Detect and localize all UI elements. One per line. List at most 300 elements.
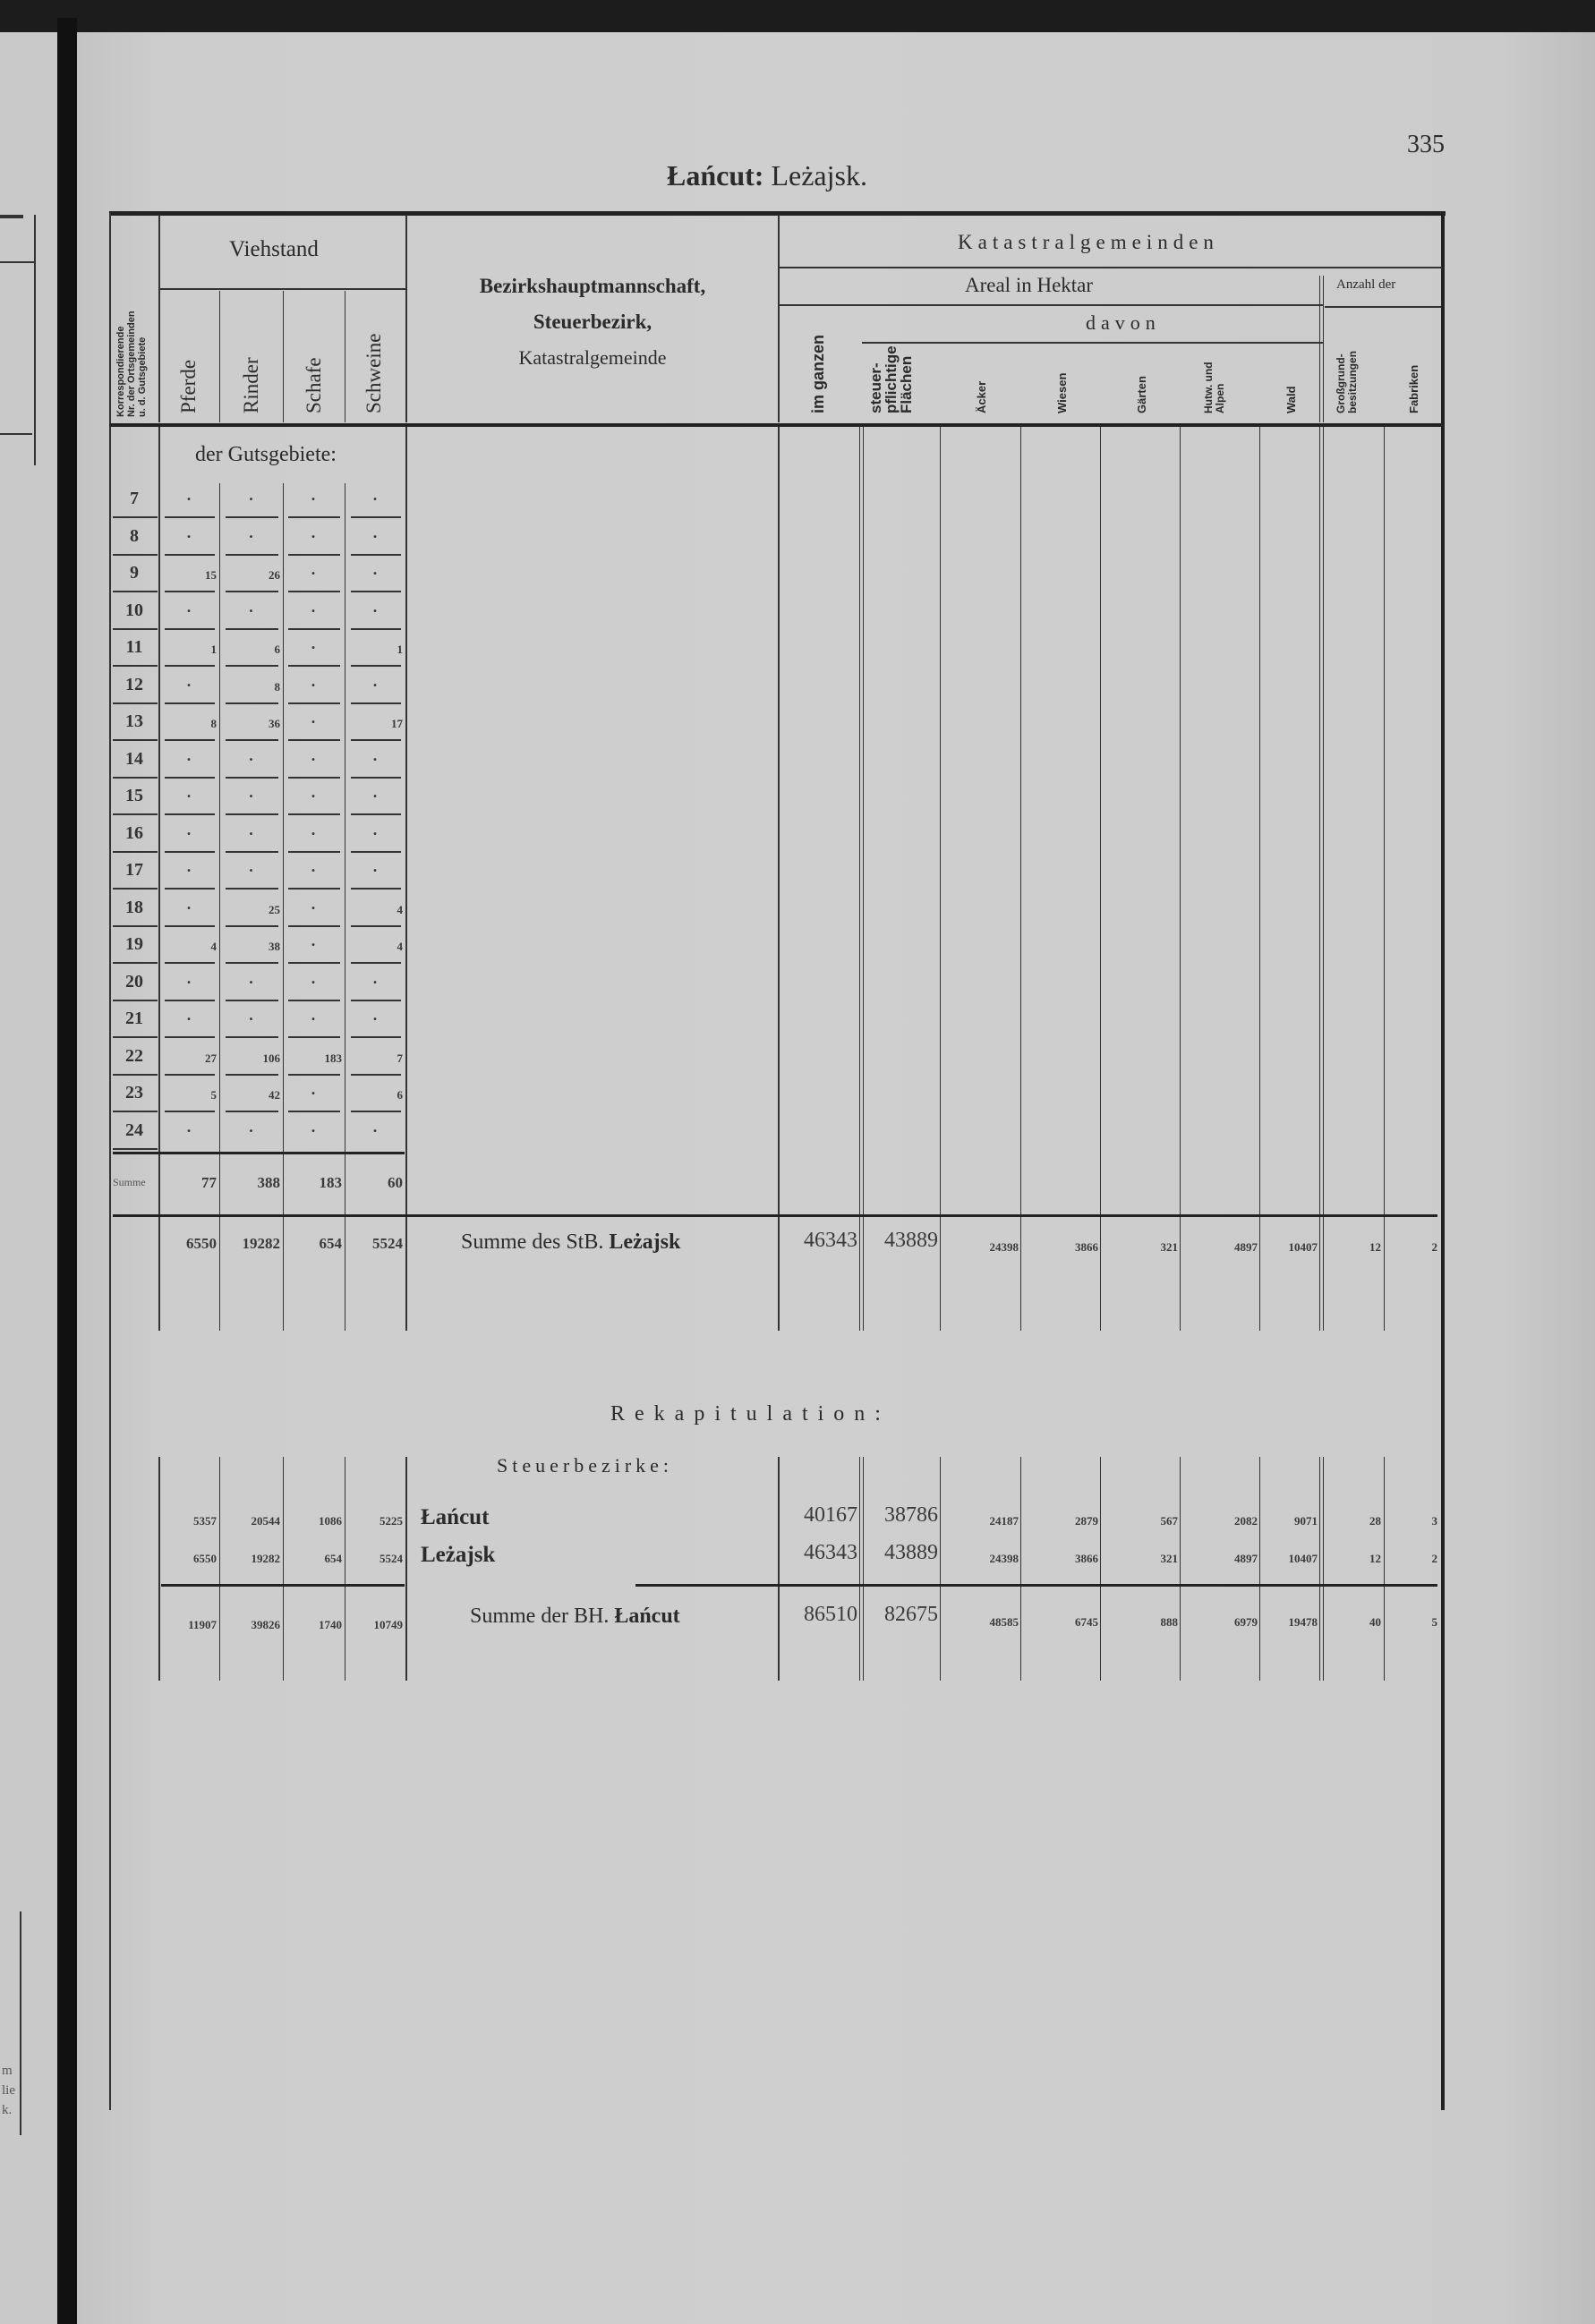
- row-rule: [351, 665, 401, 667]
- row-number: 14: [125, 748, 143, 769]
- row-rule: [165, 925, 215, 927]
- stb-wald: 10407: [1288, 1240, 1318, 1254]
- rekap-davon: 2082: [1234, 1514, 1258, 1528]
- rekap-davon: 4897: [1234, 1552, 1258, 1565]
- summe-label: Summe: [113, 1176, 146, 1188]
- cell-value: 27: [205, 1051, 217, 1065]
- header-schweine: Schweine: [362, 333, 385, 413]
- rekap-total-name: Łańcut: [614, 1605, 680, 1628]
- rekap-davon: 3866: [1075, 1552, 1098, 1565]
- cell-empty: .: [372, 597, 378, 616]
- row-rule: [351, 777, 401, 779]
- rekap-livestock: 5225: [380, 1514, 403, 1528]
- row-rule: [113, 665, 158, 667]
- row-rule: [165, 813, 215, 815]
- stb-grossgrund: 12: [1369, 1240, 1381, 1254]
- row-number: 13: [125, 711, 143, 731]
- row-number: 21: [125, 1009, 143, 1028]
- cell-empty: .: [186, 745, 192, 764]
- viehstand-rule: [160, 288, 405, 290]
- summe-pferde: 77: [201, 1174, 217, 1191]
- row-rule: [351, 888, 401, 890]
- row-rule: [351, 1036, 401, 1038]
- katastral-rule: [780, 267, 1442, 268]
- row-rule: [226, 1036, 278, 1038]
- rekap-total-rule: [635, 1584, 1437, 1587]
- cell-empty: .: [186, 968, 192, 987]
- row-number: 19: [125, 934, 143, 954]
- rekap-anzahl: 2: [1431, 1552, 1437, 1565]
- rekap-davon: 10407: [1288, 1552, 1318, 1565]
- cell-empty: .: [311, 1006, 316, 1024]
- cell-empty: .: [186, 486, 192, 504]
- cell-empty: .: [311, 560, 316, 578]
- cell-value: 1: [210, 643, 217, 656]
- rekap-total-steuerpflichtig: 82675: [884, 1603, 938, 1626]
- row-rule: [288, 739, 340, 741]
- stb-schafe: 654: [319, 1235, 342, 1252]
- row-rule: [351, 962, 401, 964]
- page-title-district: Łańcut:: [667, 159, 764, 192]
- row-rule: [113, 739, 158, 741]
- cell-value: 26: [269, 568, 280, 582]
- row-rule: [288, 962, 340, 964]
- cell-value: 6: [397, 1088, 403, 1102]
- davon-rule: [862, 342, 1323, 344]
- row-rule: [226, 702, 278, 704]
- col-rule-double: [859, 427, 860, 1331]
- col-rule-double: [1319, 1457, 1320, 1681]
- col-rule: [1259, 427, 1260, 1331]
- rekap-davon: 24187: [989, 1514, 1019, 1528]
- rekap-davon: 9071: [1294, 1514, 1318, 1528]
- row-rule: [165, 777, 215, 779]
- cell-value: 6: [274, 643, 280, 656]
- cell-empty: .: [186, 783, 192, 801]
- row-number: 15: [125, 786, 143, 805]
- stb-wiesen: 3866: [1075, 1240, 1098, 1254]
- cell-empty: .: [372, 1006, 378, 1024]
- row-rule: [113, 1074, 158, 1076]
- row-rule: [226, 516, 278, 518]
- cell-empty: .: [372, 968, 378, 987]
- row-number: 10: [125, 600, 143, 620]
- row-rule: [351, 554, 401, 556]
- col-rule: [940, 1457, 941, 1681]
- rekap-district-name: Łańcut: [421, 1505, 490, 1529]
- cell-empty: .: [372, 523, 378, 541]
- cell-empty: .: [311, 709, 316, 727]
- rekap-livestock: 654: [324, 1552, 342, 1565]
- row-rule: [165, 1074, 215, 1076]
- previous-page-edge: [0, 32, 57, 2324]
- cell-value: 8: [210, 717, 217, 730]
- row-rule: [226, 925, 278, 927]
- col-rule: [778, 1457, 780, 1681]
- prev-page-fragment: m: [2, 2064, 13, 2078]
- row-rule: [288, 628, 340, 630]
- row-number: 7: [130, 489, 139, 508]
- header-bottom-rule: [109, 423, 1443, 427]
- row-rule: [113, 591, 158, 592]
- col-rule: [1259, 1457, 1260, 1681]
- rekap-total-grossgrund: 40: [1369, 1615, 1381, 1629]
- header-davon: davon: [1086, 311, 1161, 334]
- cell-value: 7: [397, 1051, 403, 1065]
- row-rule: [288, 1036, 340, 1038]
- scan-top-shadow: [0, 0, 1595, 32]
- cell-empty: .: [311, 894, 316, 913]
- summe-schafe: 183: [319, 1174, 342, 1191]
- rekap-livestock: 6550: [193, 1552, 217, 1565]
- cell-empty: .: [372, 1117, 378, 1136]
- cell-empty: .: [372, 560, 378, 578]
- rekap-livestock: 1086: [319, 1514, 342, 1528]
- page-number: 335: [1407, 131, 1445, 158]
- header-grossgrund: Großgrund-besitzungen: [1335, 350, 1359, 413]
- row-number: 8: [130, 525, 139, 546]
- row-rule: [165, 591, 215, 592]
- cell-empty: .: [311, 671, 316, 690]
- row-rule: [113, 813, 158, 815]
- cell-empty: .: [186, 523, 192, 541]
- cell-value: 38: [269, 940, 280, 953]
- row-rule: [288, 1111, 340, 1112]
- row-rule: [288, 591, 340, 592]
- stb-pferde: 6550: [186, 1235, 217, 1252]
- cell-value: 183: [324, 1051, 342, 1065]
- stb-schweine: 5524: [372, 1235, 403, 1252]
- rekap-steuerpflichtig: 43889: [884, 1541, 938, 1564]
- header-district-line: Katastralgemeinde: [518, 346, 667, 369]
- rekap-total-fabriken: 5: [1431, 1615, 1437, 1629]
- col-rule: [1020, 1457, 1021, 1681]
- col-rule: [1100, 427, 1101, 1331]
- header-im-ganzen: im ganzen: [809, 334, 827, 413]
- cell-empty: .: [186, 1006, 192, 1024]
- cell-value: 42: [269, 1088, 280, 1102]
- cell-empty: .: [249, 783, 253, 801]
- row-rule: [113, 1148, 158, 1150]
- header-gaerten: Gärten: [1135, 376, 1148, 413]
- rekap-anzahl: 28: [1369, 1514, 1381, 1528]
- row-number: 9: [130, 563, 139, 583]
- col-rule: [1384, 1457, 1385, 1681]
- row-rule: [351, 1000, 401, 1001]
- table-right-border: [1441, 213, 1445, 2110]
- row-rule: [165, 851, 215, 853]
- row-rule: [226, 1000, 278, 1001]
- header-katastralgemeinden: Katastralgemeinden: [958, 231, 1219, 253]
- header-rinder: Rinder: [240, 357, 262, 413]
- row-rule: [288, 777, 340, 779]
- header-steuer-line: steuer-: [867, 362, 884, 413]
- header-fabriken: Fabriken: [1407, 364, 1420, 413]
- row-number: 22: [125, 1045, 143, 1066]
- page-title: [667, 159, 867, 192]
- cell-value: 4: [210, 940, 217, 953]
- stb-top-rule: [113, 1214, 1437, 1217]
- row-rule: [351, 1074, 401, 1076]
- row-rule: [165, 702, 215, 704]
- row-rule: [351, 591, 401, 592]
- header-steuer-line: Flächen: [898, 355, 915, 413]
- row-rule: [288, 554, 340, 556]
- anzahl-rule: [1325, 306, 1441, 308]
- rekap-total-im-ganzen: 86510: [804, 1603, 857, 1626]
- row-rule: [165, 628, 215, 630]
- cell-value: 25: [269, 902, 280, 916]
- cell-empty: .: [186, 857, 192, 875]
- rekap-total-wiesen: 6745: [1075, 1615, 1098, 1629]
- cell-empty: .: [249, 745, 253, 764]
- row-rule: [226, 851, 278, 853]
- cell-empty: .: [311, 932, 316, 949]
- row-rule: [226, 962, 278, 964]
- row-rule: [226, 591, 278, 592]
- row-rule: [165, 888, 215, 890]
- row-rule: [288, 702, 340, 704]
- header-wiesen: Wiesen: [1055, 372, 1069, 413]
- page-title-subdistrict: Leżajsk.: [771, 159, 867, 192]
- stb-fabriken: 2: [1431, 1240, 1437, 1254]
- row-rule: [351, 628, 401, 630]
- row-rule: [113, 1111, 158, 1112]
- cell-empty: .: [311, 486, 316, 504]
- rekap-livestock: 5524: [380, 1552, 403, 1565]
- row-rule: [113, 554, 158, 556]
- header-areal: Areal in Hektar: [965, 274, 1094, 296]
- row-rule: [288, 925, 340, 927]
- col-rule-double: [1319, 427, 1320, 1331]
- cell-empty: .: [249, 597, 253, 616]
- rekap-total-rinder: 39826: [251, 1618, 280, 1631]
- areal-rule: [780, 304, 1323, 306]
- row-number: 20: [125, 971, 143, 992]
- rekap-district-name: Leżajsk: [421, 1543, 496, 1567]
- row-rule: [165, 516, 215, 518]
- summe-top-rule: [113, 1152, 405, 1154]
- row-number: 24: [125, 1119, 143, 1140]
- row-number: 12: [125, 674, 143, 694]
- col-rule-double: [1319, 276, 1320, 422]
- prev-page-fragment: lie: [2, 2083, 15, 2098]
- row-rule: [288, 1074, 340, 1076]
- cell-empty: .: [249, 820, 253, 839]
- col-rule: [219, 1457, 220, 1681]
- row-rule: [226, 739, 278, 741]
- summe-schweine: 60: [388, 1174, 403, 1191]
- row-rule: [288, 813, 340, 815]
- col-rule: [283, 291, 284, 422]
- col-rule: [158, 1457, 160, 1681]
- row-rule: [351, 739, 401, 741]
- cell-empty: .: [249, 1006, 253, 1024]
- row-rule: [113, 777, 158, 779]
- header-steuerpflichtig: [868, 345, 914, 413]
- cell-empty: .: [249, 1117, 253, 1136]
- cell-empty: .: [372, 820, 378, 839]
- stb-im-ganzen: 46343: [804, 1229, 857, 1252]
- book-binding-gutter: [57, 18, 77, 2324]
- row-rule: [165, 1036, 215, 1038]
- header-viehstand: Viehstand: [229, 237, 319, 261]
- cell-value: 8: [274, 679, 280, 694]
- cell-value: 1: [397, 643, 403, 656]
- header-steuer-line: pflichtige: [883, 345, 900, 413]
- gutsgebiete-label: der Gutsgebiete:: [195, 443, 337, 466]
- cell-value: 5: [210, 1088, 217, 1102]
- header-wald: Wald: [1284, 386, 1298, 413]
- rekap-total-schweine: 10749: [373, 1618, 403, 1631]
- row-rule: [165, 962, 215, 964]
- rekap-davon: 2879: [1075, 1514, 1098, 1528]
- col-rule: [283, 1457, 284, 1681]
- header-hutweiden: Hutw. und Alpen: [1202, 362, 1226, 413]
- rekap-total-label: [470, 1605, 680, 1629]
- col-rule: [1384, 427, 1385, 1331]
- rekap-total-gaerten: 888: [1160, 1615, 1178, 1629]
- col-rule: [778, 215, 780, 422]
- col-rule-double: [859, 1457, 860, 1681]
- rekap-livestock: 5357: [193, 1514, 217, 1528]
- rekap-davon: 321: [1160, 1552, 1178, 1565]
- header-anzahl: Anzahl der: [1336, 277, 1396, 292]
- header-pferde: Pferde: [177, 359, 200, 413]
- row-rule: [288, 1000, 340, 1001]
- cell-empty: .: [372, 671, 378, 690]
- summe-rinder: 388: [257, 1174, 280, 1191]
- row-rule: [351, 813, 401, 815]
- row-number: 18: [125, 897, 143, 917]
- header-district: [407, 268, 778, 376]
- row-rule: [226, 777, 278, 779]
- cell-empty: .: [249, 523, 253, 541]
- rekap-im-ganzen: 46343: [804, 1541, 857, 1564]
- cell-value: 36: [269, 717, 280, 730]
- cell-empty: .: [311, 968, 316, 987]
- rekap-steuerpflichtig: 38786: [884, 1503, 938, 1527]
- cell-empty: .: [372, 745, 378, 764]
- stb-label-prefix: Summe des StB.: [461, 1230, 604, 1254]
- row-number: 23: [125, 1083, 143, 1102]
- row-rule: [226, 554, 278, 556]
- header-nr-line: Korrespondierende: [115, 326, 126, 417]
- cell-value: 4: [397, 902, 403, 916]
- stb-gaerten: 321: [1160, 1240, 1178, 1254]
- cell-empty: .: [186, 671, 192, 690]
- cell-value: 17: [391, 717, 403, 730]
- cell-empty: .: [186, 597, 192, 616]
- row-number: 17: [125, 860, 143, 880]
- col-rule: [283, 483, 284, 1331]
- rekap-total-hutweiden: 6979: [1234, 1615, 1258, 1629]
- row-rule: [351, 851, 401, 853]
- row-rule: [226, 628, 278, 630]
- rekap-total-pferde: 11907: [188, 1618, 217, 1631]
- stb-total-label: [461, 1230, 680, 1255]
- stb-label-name: Leżajsk: [609, 1230, 681, 1254]
- rekap-total-rule: [161, 1584, 405, 1587]
- row-rule: [113, 1036, 158, 1038]
- cell-empty: .: [372, 783, 378, 801]
- row-number: 11: [125, 637, 143, 657]
- rekap-davon: 24398: [989, 1552, 1019, 1565]
- cell-empty: .: [311, 597, 316, 616]
- row-rule: [113, 702, 158, 704]
- rekap-total-schafe: 1740: [319, 1618, 342, 1631]
- cell-empty: .: [311, 745, 316, 764]
- cell-value: 15: [205, 568, 217, 582]
- row-rule: [113, 925, 158, 927]
- col-rule: [778, 427, 780, 1331]
- row-rule: [165, 554, 215, 556]
- row-rule: [113, 851, 158, 853]
- cell-empty: .: [372, 486, 378, 504]
- row-rule: [113, 516, 158, 518]
- row-rule: [351, 516, 401, 518]
- row-rule: [165, 665, 215, 667]
- rekap-livestock: 20544: [251, 1514, 280, 1528]
- stb-rinder: 19282: [242, 1235, 280, 1252]
- row-rule: [351, 925, 401, 927]
- cell-value: 106: [262, 1051, 280, 1065]
- row-rule: [113, 962, 158, 964]
- col-rule: [405, 1457, 407, 1681]
- rekap-livestock: 19282: [251, 1552, 280, 1565]
- cell-empty: .: [311, 820, 316, 839]
- row-rule: [165, 1000, 215, 1001]
- header-district-line: Bezirkshauptmannschaft,: [479, 275, 706, 297]
- row-rule: [288, 516, 340, 518]
- row-rule: [113, 1000, 158, 1001]
- col-rule: [940, 427, 941, 1331]
- header-aecker: Äcker: [975, 380, 988, 413]
- col-rule: [158, 215, 160, 422]
- row-rule: [165, 739, 215, 741]
- row-rule: [226, 665, 278, 667]
- rekap-davon: 567: [1160, 1514, 1178, 1528]
- stb-hutweiden: 4897: [1234, 1240, 1258, 1254]
- cell-empty: .: [186, 820, 192, 839]
- col-rule: [1180, 427, 1181, 1331]
- cell-value: 4: [397, 940, 403, 953]
- rekap-im-ganzen: 40167: [804, 1503, 857, 1527]
- row-rule: [351, 1111, 401, 1112]
- prev-page-fragment: k.: [2, 2103, 13, 2117]
- cell-empty: .: [249, 968, 253, 987]
- cell-empty: .: [186, 894, 192, 913]
- row-number: 16: [125, 822, 143, 843]
- rekap-anzahl: 3: [1431, 1514, 1437, 1528]
- rekap-total-wald: 19478: [1288, 1615, 1318, 1629]
- stb-steuerpflichtig: 43889: [884, 1229, 938, 1252]
- header-nr-line: u. d. Gutsgebiete: [137, 336, 148, 417]
- row-rule: [113, 628, 158, 630]
- rekap-total-prefix: Summe der BH.: [470, 1605, 610, 1628]
- row-rule: [288, 888, 340, 890]
- col-rule: [1100, 1457, 1101, 1681]
- row-rule: [226, 1111, 278, 1112]
- cell-empty: .: [249, 486, 253, 504]
- cell-empty: .: [311, 634, 316, 652]
- cell-empty: .: [311, 1080, 316, 1098]
- row-rule: [351, 702, 401, 704]
- rekapitulation-subtitle: Steuerbezirke:: [497, 1454, 674, 1477]
- row-rule: [226, 813, 278, 815]
- col-rule: [405, 427, 407, 1331]
- row-rule: [165, 1111, 215, 1112]
